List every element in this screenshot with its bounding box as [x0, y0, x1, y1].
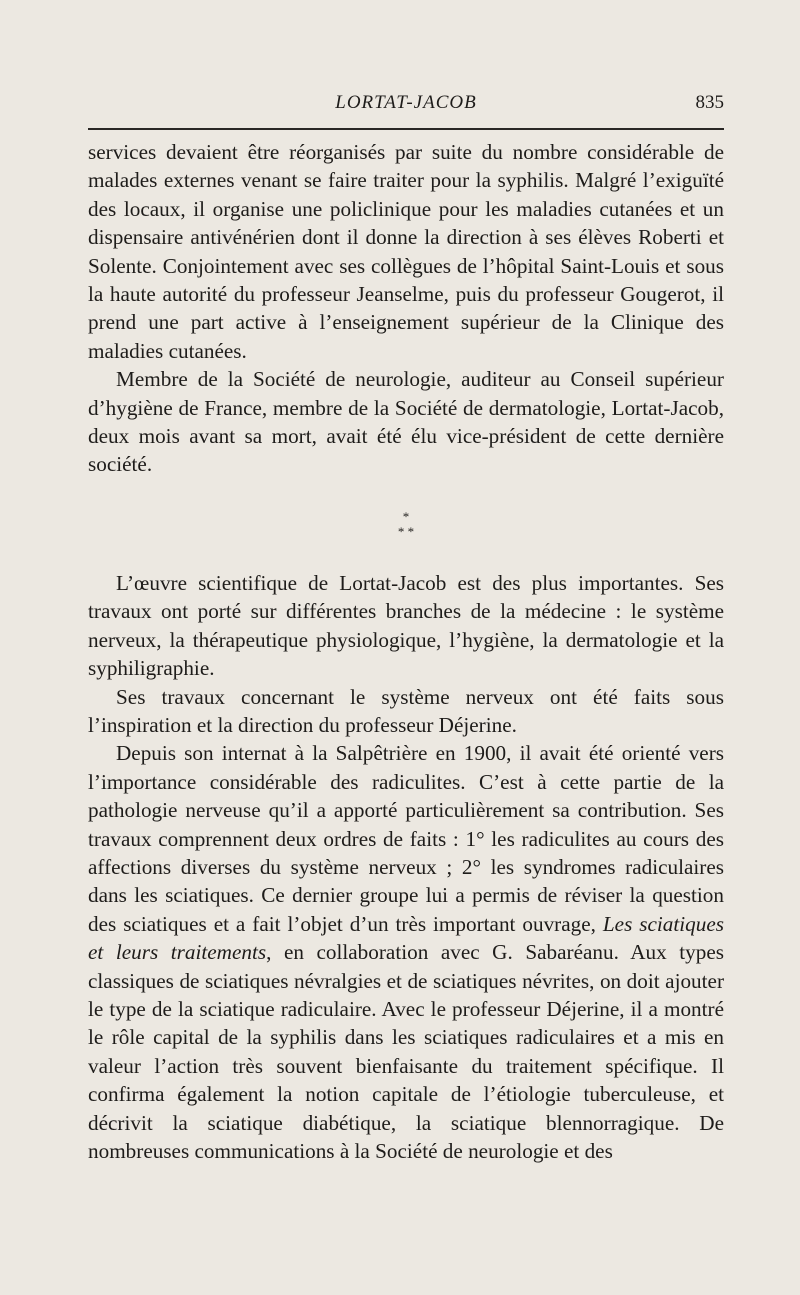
paragraph-1: services devaient être réorganisés par suite du nombre considérable de malades externes venant se faire traiter pour la syphilis. Malgré l’exiguïté des locaux, il organise une policlinique pour les maladies cutanées et un dispensaire antivénérien dont il donne la direction à ses élèves Roberti et Solente. Conjointement avec ses collègues de l’hôpital Saint-Louis et sous la haute autorité du professeur Jeanselme, puis du professeur Gougerot, il prend une part active à l’enseignement supérieur de la Clinique des maladies cutanées. — [88, 140, 724, 363]
section-separator — [88, 509, 724, 539]
paragraph-2: Membre de la Société de neurologie, auditeur au Conseil supérieur d’hygiène de France, membre de la Société de dermatologie, Lortat-Jacob, deux mois avant sa mort, avait été élu vice-président de cette dernière société. — [88, 367, 724, 477]
paragraph-5-start: Depuis son internat à la Salpêtrière en 1900, il avait été orienté vers l’importance considérable des radiculites. C’est à cette partie de la pathologie nerveuse qu’il a apporté particulièrement sa contribution. Ses travaux comprennent deux ordres de faits : 1° les radiculites au cours des affections diverses du système nerveux ; 2° les syndromes radiculaires dans les sciatiques. Ce dernier groupe lui a permis de réviser la question des sciatiques et a fait l’objet d’un très important ouvrage, — [88, 741, 724, 936]
body-text — [88, 138, 724, 1165]
paragraph-4: Ses travaux concernant le système nerveux ont été faits sous l’inspiration et la direction du professeur Déjerine. — [88, 684, 724, 737]
book-title: Les sciatiques et leurs traitements — [88, 911, 724, 965]
paragraph-5-end: , en collaboration avec G. Sabaréanu. Aux types classiques de sciatiques névralgies et de sciatiques névrites, on doit ajouter le type de la sciatique radiculaire. Avec le professeur Déjerine, il a montré le rôle capital de la syphilis dans les sciatiques radiculaires et a mis en valeur l’action très souvent bienfaisante du traitement spécifique. Il confirma également la notion capitale de l’étiologie tuberculeuse, et décrivit la sciatique diabétique, la sciatique blennorragique. De nombreuses communications à la Société de neurologie et des — [88, 940, 725, 1163]
paragraph-5 — [88, 739, 724, 1165]
page-header — [88, 92, 724, 120]
page-number: 835 — [695, 92, 724, 113]
header-rule — [88, 128, 724, 130]
separator-top-star: * — [402, 508, 410, 524]
paragraph-3: L’œuvre scientifique de Lortat-Jacob est des plus importantes. Ses travaux ont porté sur différentes branches de la médecine : le système nerveux, la thérapeutique physiologique, l’hygiène, la dermatologie et la syphiligraphie. — [88, 570, 724, 681]
running-title: LORTAT-JACOB — [335, 92, 477, 113]
separator-bottom-stars: * * — [397, 523, 415, 539]
